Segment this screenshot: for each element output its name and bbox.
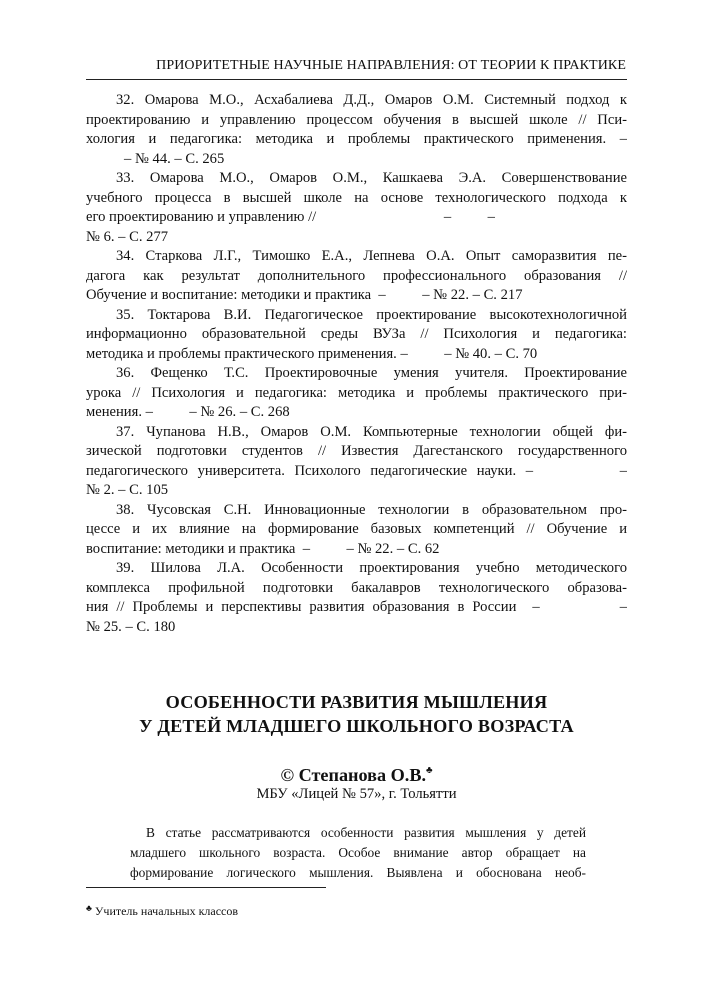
reference-line: хология и педагогика: методика и проблемы практического применения. – bbox=[86, 131, 627, 147]
reference-line: 36. Фещенко Т.С. Проектировочные умения учителя. Проектирование bbox=[116, 365, 627, 381]
author-affiliation: МБУ «Лицей № 57», г. Тольятти bbox=[256, 786, 457, 802]
reference-line: дагога как результат дополнительного профессионального образования // bbox=[86, 267, 627, 284]
reference-line: 34. Старкова Л.Г., Тимошко Е.А., Лепнева О.А. Опыт саморазвития пе- bbox=[116, 248, 627, 264]
reference-line: комплекса профильной подготовки бакалавров технологического образова- bbox=[86, 579, 627, 596]
abstract-line: младшего школьного возраста. Особое внимание автор обращает на bbox=[130, 844, 586, 860]
reference-line: 33. Омарова М.О., Омаров О.М., Кашкаева Э.А. Совершенствование bbox=[116, 170, 627, 186]
reference-line: учебного процесса в высшей школе на основе технологического подхода к bbox=[86, 189, 627, 206]
reference-item-38 bbox=[86, 501, 627, 560]
reference-line: 37. Чупанова Н.В., Омаров О.М. Компьютерные технологии общей фи- bbox=[116, 423, 627, 440]
reference-item-33 bbox=[86, 169, 627, 247]
reference-line: – № 44. – С. 265 bbox=[124, 150, 225, 167]
article-title bbox=[86, 690, 627, 738]
reference-line: воспитание: методики и практика – – № 22. – С. 62 bbox=[86, 540, 440, 557]
reference-line: зической подготовки студентов // Известия Дагестанского государственного bbox=[86, 443, 627, 459]
reference-line: 32. Омарова М.О., Асхабалиева Д.Д., Омаров О.М. Системный подход к bbox=[116, 92, 627, 108]
reference-item-36 bbox=[86, 364, 627, 423]
header-rule bbox=[86, 79, 627, 80]
article-title-line: У ДЕТЕЙ МЛАДШЕГО ШКОЛЬНОГО ВОЗРАСТА bbox=[139, 716, 574, 736]
footnote-text: Учитель начальных классов bbox=[94, 904, 239, 918]
reference-line: 38. Чусовская С.Н. Инновационные технологии в образовательном про- bbox=[116, 501, 627, 518]
reference-line: 35. Токтарова В.И. Педагогическое проектирование высокотехнологичной bbox=[116, 306, 627, 323]
reference-item-35 bbox=[86, 306, 627, 365]
reference-line: проектированию и управлению процессом обучения в высшей школе // Пси- bbox=[86, 111, 627, 128]
reference-line: № 2. – С. 105 bbox=[86, 482, 169, 498]
club-mark-icon: ♣ bbox=[86, 903, 92, 913]
article-title-line: ОСОБЕННОСТИ РАЗВИТИЯ МЫШЛЕНИЯ bbox=[165, 692, 548, 712]
footnote-rule bbox=[86, 887, 326, 888]
reference-line: № 25. – С. 180 bbox=[86, 618, 176, 635]
reference-item-32 bbox=[86, 91, 627, 169]
abstract-line: формирование логического мышления. Выявлена и обоснована необ- bbox=[130, 864, 586, 880]
running-header: ПРИОРИТЕТНЫЕ НАУЧНЫЕ НАПРАВЛЕНИЯ: ОТ ТЕОРИИ К ПРАКТИКЕ bbox=[156, 58, 626, 73]
reference-line: Обучение и воспитание: методики и практика – – № 22. – С. 217 bbox=[86, 287, 523, 303]
reference-line: информационно образовательной среды ВУЗа // Психология и педагогика: bbox=[86, 326, 627, 342]
reference-item-34 bbox=[86, 247, 627, 306]
reference-line: методика и проблемы практического применения. – – № 40. – С. 70 bbox=[86, 345, 538, 362]
reference-line: педагогического университета. Психолого педагогические науки. – – bbox=[86, 462, 627, 479]
abstract-line: В статье рассматриваются особенности развития мышления у детей bbox=[146, 825, 586, 840]
reference-line: менения. – – № 26. – С. 268 bbox=[86, 404, 290, 420]
author-name bbox=[86, 760, 627, 786]
reference-line: урока // Психология и педагогика: методика и проблемы практического при- bbox=[86, 384, 627, 401]
abstract bbox=[130, 823, 586, 882]
reference-line: № 6. – С. 277 bbox=[86, 228, 169, 245]
footnote bbox=[86, 900, 238, 919]
reference-line: 39. Шилова Л.А. Особенности проектирования учебно методического bbox=[116, 560, 627, 576]
reference-line: ния // Проблемы и перспективы развития образования в России – – bbox=[86, 599, 627, 615]
reference-item-39 bbox=[86, 559, 627, 637]
reference-item-37 bbox=[86, 423, 627, 501]
reference-line: цессе и их влияние на формирование базовых компетенций // Обучение и bbox=[86, 521, 627, 537]
reference-list bbox=[86, 91, 627, 637]
club-mark-icon: ♣ bbox=[426, 765, 433, 776]
author-text: © Степанова О.В. bbox=[280, 765, 426, 785]
reference-line: его проектированию и управлению // – – bbox=[86, 209, 495, 225]
